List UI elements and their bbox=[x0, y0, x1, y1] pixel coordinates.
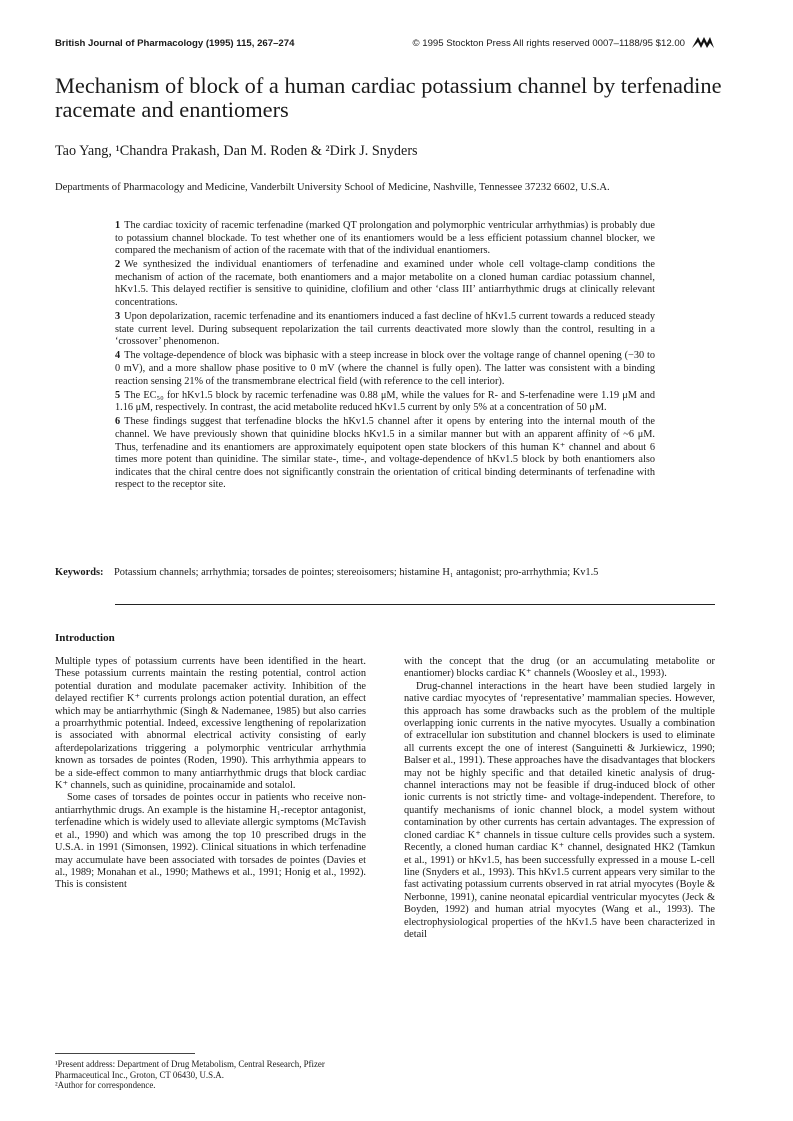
author-list: Tao Yang, ¹Chandra Prakash, Dan M. Roden & ²Dirk J. Snyders bbox=[55, 143, 418, 159]
keywords-label: Keywords: bbox=[55, 567, 104, 578]
abstract bbox=[115, 220, 655, 493]
body-paragraph: Drug-channel interactions in the heart have been studied largely in native cardiac myocytes of ‘representative’ mammalian species. However, this approach has some drawbacks such as the problem of the multiple overlapping ionic currents in the native myocytes. Usually a combination of extracellular ion substitution and channel blockers is used to eliminate all currents except the one of interest (Sanguinetti & Jurkiewicz, 1990; Balser et al., 1991). These approaches have the disadvantages that blockers may not be highly specific and that detailed kinetic analysis of drug-channel interactions may not be feasible if drug-induced block of other ionic currents is not strictly time- and voltage-independent. Therefore, to quantify mechanisms of ionic channel block, a model system without contamination by other currents has certain advantages. The expression of cloned cardiac K⁺ channels in tissue culture cells provides such a system. Recently, a cloned human cardiac K⁺ channel, designated HK2 (Tamkun et al., 1991) or hKv1.5, has been successfully expressed in a mouse L-cell line (Snyders et al., 1993). This hKv1.5 current appears very similar to the fast activating potassium currents observed in rat atrial myocytes (Boyle & Nerbonne, 1991), canine neonatal epicardial ventricular myocytes (Jeck & Boyden, 1992) and human atrial myocytes (Wang et al., 1993). The electrophysiological properties of the hKv1.5 have been characterized in detail bbox=[404, 680, 715, 940]
paragraph-text: We synthesized the individual enantiomers of terfenadine and examined under whole cell voltage-clamp conditions the mechanism of action of the racemate, both enantiomers and a major metabolite on a cloned human cardiac potassium channel, hKv1.5. This delayed rectifier is sensitive to quinidine, clofilium and other ‘class III’ antiarrhythmic drugs at clinically relevant concentrations. bbox=[115, 259, 655, 309]
paragraph-text: The voltage-dependence of block was biphasic with a steep increase in block over the voltage range of channel opening (−30 to 0 mV), and a more shallow phase positive to 0 mV (where the channel is fully open). The latter was consistent with a binding reaction sensing 21% of the transmembrane electrical field (with reference to the cell interior). bbox=[115, 350, 655, 387]
abstract-paragraph bbox=[115, 350, 655, 388]
affiliation: Departments of Pharmacology and Medicine, Vanderbilt University School of Medicine, Nashville, Tennessee 37232 6602, U.S.A. bbox=[55, 182, 610, 193]
abstract-paragraph bbox=[115, 259, 655, 309]
abstract-paragraph bbox=[115, 311, 655, 349]
keywords-text: Potassium channels; arrhythmia; torsades de pointes; stereoisomers; histamine H₁ antagonist; pro-arrhythmia; Kv1.5 bbox=[114, 567, 599, 578]
paragraph-number: 5 bbox=[115, 389, 121, 401]
paragraph-number: 6 bbox=[115, 416, 121, 428]
abstract-paragraph bbox=[115, 416, 655, 492]
body-paragraph: Some cases of torsades de pointes occur in patients who receive non-antiarrhythmic drugs. An example is the histamine H₁-receptor antagonist, terfenadine which is widely used to alleviate allergic symptoms (McTavish et al., 1990) and which was among the top 10 prescribed drugs in the U.S.A. in 1991 (Simonsen, 1992). Clinical situations in which terfenadine may accumulate have been associated with torsades de pointes (Davies et al., 1989; Monahan et al., 1990; Mathews et al., 1991; Honig et al., 1992). This is consistent bbox=[55, 792, 366, 891]
abstract-paragraph bbox=[115, 220, 655, 258]
paragraph-text: The cardiac toxicity of racemic terfenadine (marked QT prolongation and polymorphic ventricular arrhythmias) is probably due to potassium channel blockade. To test whether one of its enantiomers would be a less efficient potassium channel blocker, we compared the mechanism of action of the racemate with that of the individual enantiomers. bbox=[115, 220, 655, 257]
body-column-right bbox=[404, 656, 715, 941]
article-title: Mechanism of block of a human cardiac potassium channel by terfenadine racemate and enantiomers bbox=[55, 73, 722, 122]
copyright-notice: © 1995 Stockton Press All rights reserved 0007–1188/95 $12.00 bbox=[412, 38, 685, 49]
body-paragraph: Multiple types of potassium currents have been identified in the heart. These potassium currents maintain the resting potential, control action potential duration and modulate pacemaker activity. Inhibition of the delayed rectifier K⁺ currents prolongs action potential duration, an effect which may be antiarrhythmic (Singh & Nademanee, 1985) but also carries a proarrhythmic potential. Indeed, excessive lengthening of repolarization is associated with abnormal electrical activity consisting of early afterdepolarizations triggering a polymorphic ventricular arrhythmia known as torsades de pointes (Roden, 1990). This arrhythmia appears to be a side-effect common to many antiarrhythmic drugs that block cardiac K⁺ channels, such as quinidine, procainamide and sotalol. bbox=[55, 656, 366, 792]
abstract-paragraph bbox=[115, 390, 655, 415]
footnotes bbox=[55, 1059, 366, 1091]
paragraph-text: Upon depolarization, racemic terfenadine and its enantiomers induced a fast decline of hKv1.5 current towards a reduced steady state current level. During subsequent repolarization the tail currents deactivated more slowly than the control, resulting in a ‘crossover’ phenomenon. bbox=[115, 311, 655, 348]
journal-citation: British Journal of Pharmacology (1995) 115, 267–274 bbox=[55, 38, 295, 49]
footnote-divider bbox=[55, 1053, 195, 1054]
paragraph-number: 3 bbox=[115, 311, 121, 323]
section-heading: Introduction bbox=[55, 632, 115, 644]
paragraph-number: 1 bbox=[115, 220, 121, 231]
paragraph-text: These findings suggest that terfenadine blocks the hKv1.5 channel after it opens by entering into the internal mouth of the channel. We have previously shown that quinidine blocks hKv1.5 in a similar manner but with an apparent affinity of ~6 μM. Thus, terfenadine and its enantiomers are approximately equipotent open state blockers of this human K⁺ channel and about 6 times more potent than quinidine. The similar state-, time-, and voltage-dependence of hKv1.5 block by both enantiomers also indicates that the chiral centre does not significantly constrain the orientation of critical binding determinants of terfenadine with respect to the receptor site. bbox=[115, 416, 655, 491]
keywords bbox=[55, 567, 715, 580]
footnote: ¹Present address: Department of Drug Metabolism, Central Research, Pfizer Pharmaceutical Inc., Groton, CT 06430, U.S.A. bbox=[55, 1059, 325, 1080]
body-column-left bbox=[55, 656, 366, 892]
publisher-logo-icon bbox=[691, 34, 715, 50]
section-divider bbox=[115, 604, 715, 605]
body-paragraph: with the concept that the drug (or an accumulating metabolite or enantiomer) blocks cardiac K⁺ channels (Woosley et al., 1993). bbox=[404, 656, 715, 680]
footnote: ²Author for correspondence. bbox=[55, 1080, 156, 1090]
paragraph-number: 2 bbox=[115, 259, 121, 271]
paragraph-number: 4 bbox=[115, 350, 121, 362]
paragraph-text: The EC₅₀ for hKv1.5 block by racemic terfenadine was 0.88 μM, while the values for R- and S-terfenadine were 1.19 μM and 1.16 μM, respectively. In contrast, the acid metabolite reduced hKv1.5 current by only 5% at a concentration of 50 μM. bbox=[115, 389, 655, 414]
